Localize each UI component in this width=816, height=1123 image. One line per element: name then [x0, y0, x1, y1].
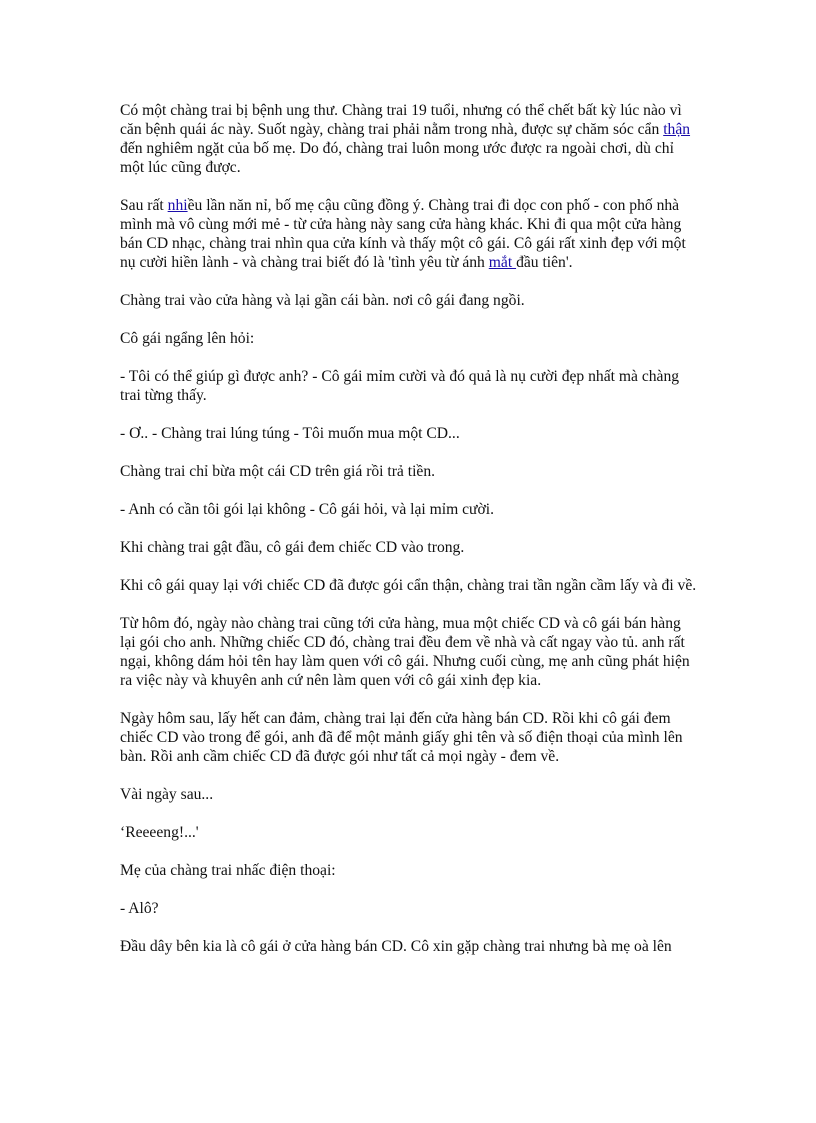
paragraph-3: Chàng trai vào cửa hàng và lại gần cái bàn. nơi cô gái đang ngồi. [120, 292, 525, 309]
link-than[interactable]: thận [663, 121, 691, 138]
paragraph-9: Khi chàng trai gật đầu, cô gái đem chiếc CD vào trong. [120, 539, 465, 556]
link-nhi[interactable]: nhi [167, 197, 188, 214]
paragraph-2 [120, 196, 700, 272]
paragraph-4: Cô gái ngẩng lên hỏi: [120, 330, 255, 347]
text-run: ều lần năn nỉ, bố mẹ cậu cũng đồng ý. Chàng trai đi dọc con phố - con phố nhà mình mà vô cùng mới mẻ - từ cửa hàng này sang cửa hàng khác. Khi đi qua một cửa hàng bán CD nhạc, chàng trai nhìn qua cửa kính và thấy một cô gái. Cô gái rất xinh đẹp với một nụ cười hiền lành - và chàng trai biết đó là 'tình yêu từ ánh [120, 197, 686, 271]
paragraph-6: - Ơ.. - Chàng trai lúng túng - Tôi muốn mua một CD... [120, 425, 460, 442]
paragraph-14: ‘Reeeeng!...' [120, 824, 199, 841]
paragraph-11: Từ hôm đó, ngày nào chàng trai cũng tới cửa hàng, mua một chiếc CD và cô gái bán hàng lại gói cho anh. Những chiếc CD đó, chàng trai đều đem về nhà và cất ngay vào tủ. anh rất ngại, không dám hỏi tên hay làm quen với cô gái. Nhưng cuối cùng, mẹ anh cũng phát hiện ra việc này và khuyên anh cứ nên làm quen với cô gái xinh đẹp kia. [120, 615, 690, 689]
text-run: Có một chàng trai bị bệnh ung thư. Chàng trai 19 tuổi, nhưng có thể chết bất kỳ lúc nào vì căn bệnh quái ác này. Suốt ngày, chàng trai phải nằm trong nhà, được sự chăm sóc cẩn [120, 102, 682, 138]
paragraph-12: Ngày hôm sau, lấy hết can đảm, chàng trai lại đến cửa hàng bán CD. Rồi khi cô gái đem chiếc CD vào trong để gói, anh đã để một mảnh giấy ghi tên và số điện thoại của mình lên bàn. Rồi anh cầm chiếc CD đã được gói như tất cả mọi ngày - đem về. [120, 710, 683, 765]
text-run: đầu tiên'. [516, 254, 573, 271]
paragraph-10: Khi cô gái quay lại với chiếc CD đã được gói cẩn thận, chàng trai tần ngần cầm lấy và đi về. [120, 577, 697, 594]
paragraph-8: - Anh có cần tôi gói lại không - Cô gái hỏi, và lại mỉm cười. [120, 501, 494, 518]
link-mat[interactable]: mắt [488, 254, 517, 271]
document-page [120, 101, 700, 975]
paragraph-15: Mẹ của chàng trai nhấc điện thoại: [120, 862, 336, 879]
paragraph-17: Đầu dây bên kia là cô gái ở cửa hàng bán CD. Cô xin gặp chàng trai nhưng bà mẹ oà lên [120, 938, 672, 955]
paragraph-5: - Tôi có thể giúp gì được anh? - Cô gái mỉm cười và đó quả là nụ cười đẹp nhất mà chàng trai từng thấy. [120, 368, 680, 404]
text-run: Sau rất [120, 197, 168, 214]
paragraph-13: Vài ngày sau... [120, 786, 214, 803]
paragraph-7: Chàng trai chỉ bừa một cái CD trên giá rồi trả tiền. [120, 463, 436, 480]
paragraph-16: - Alô? [120, 900, 159, 917]
paragraph-1 [120, 101, 700, 177]
text-run: đến nghiêm ngặt của bố mẹ. Do đó, chàng trai luôn mong ước được ra ngoài chơi, dù chỉ một lúc cũng được. [120, 140, 674, 176]
